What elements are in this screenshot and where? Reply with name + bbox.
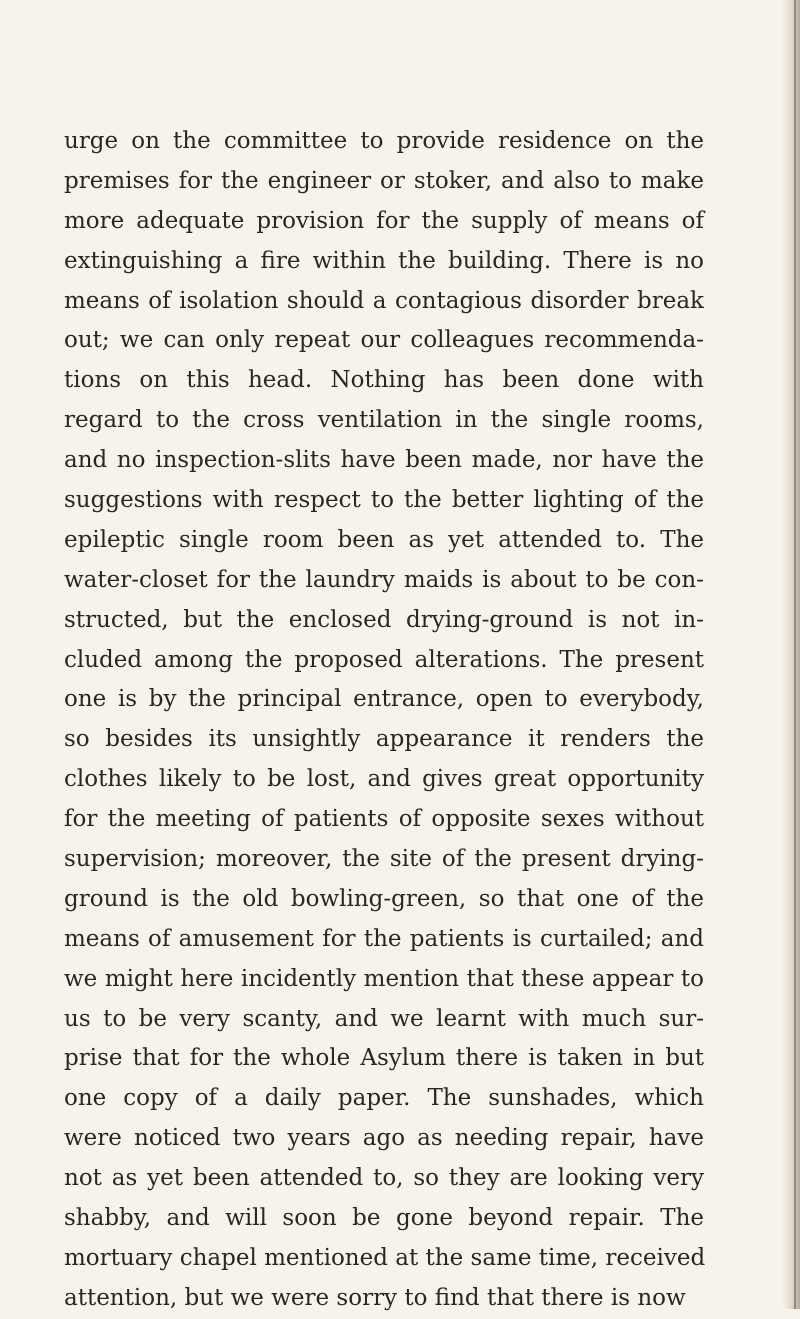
text-line: and no inspection-slits have been made, nor have the [64, 447, 704, 474]
text-line: shabby, and will soon be gone beyond repair. The [64, 1205, 704, 1232]
text-line: one is by the principal entrance, open to everybody, [64, 686, 704, 713]
text-line: regard to the cross ventilation in the single rooms, [64, 407, 704, 434]
text-line: were noticed two years ago as needing repair, have [64, 1125, 704, 1152]
text-line: mortuary chapel mentioned at the same time, received [64, 1244, 706, 1271]
text-line: tions on this head. Nothing has been done with [64, 367, 704, 394]
text-line: us to be very scanty, and we learnt with much sur- [64, 1005, 704, 1032]
text-line: not as yet been attended to, so they are looking very [64, 1165, 704, 1192]
text-line: more adequate provision for the supply of means of [64, 207, 704, 234]
text-line: means of isolation should a contagious disorder break [64, 287, 704, 314]
page-edge-shadow [782, 0, 800, 1309]
text-line: ground is the old bowling-green, so that one of the [64, 885, 704, 912]
text-line: for the meeting of patients of opposite sexes without [64, 806, 704, 833]
text-line: water-closet for the laundry maids is about to be con- [64, 566, 704, 593]
text-line: out; we can only repeat our colleagues recommenda- [64, 327, 704, 354]
text-line: means of amusement for the patients is curtailed; and [64, 925, 704, 952]
text-line: one copy of a daily paper. The sunshades, which [64, 1085, 704, 1112]
text-line: attention, but we were sorry to find that there is now [64, 1284, 686, 1311]
text-line: extinguishing a fire within the building. There is no [64, 247, 704, 274]
text-line: premises for the engineer or stoker, and also to make [64, 167, 704, 194]
text-line: we might here incidently mention that these appear to [64, 965, 704, 992]
text-line: supervision; moreover, the site of the present drying- [64, 846, 704, 873]
text-line: epileptic single room been as yet attended to. The [64, 526, 704, 553]
text-line: cluded among the proposed alterations. The present [64, 646, 704, 673]
page-edge-line [794, 0, 796, 1309]
text-line: clothes likely to be lost, and gives great opportunity [64, 766, 704, 793]
body-text [64, 122, 704, 1319]
text-line: prise that for the whole Asylum there is taken in but [64, 1045, 704, 1072]
text-line: suggestions with respect to the better lighting of the [64, 487, 704, 514]
text-line: urge on the committee to provide residence on the [64, 128, 704, 154]
text-line: structed, but the enclosed drying-ground is not in- [64, 606, 704, 633]
text-line: so besides its unsightly appearance it renders the [64, 726, 704, 753]
